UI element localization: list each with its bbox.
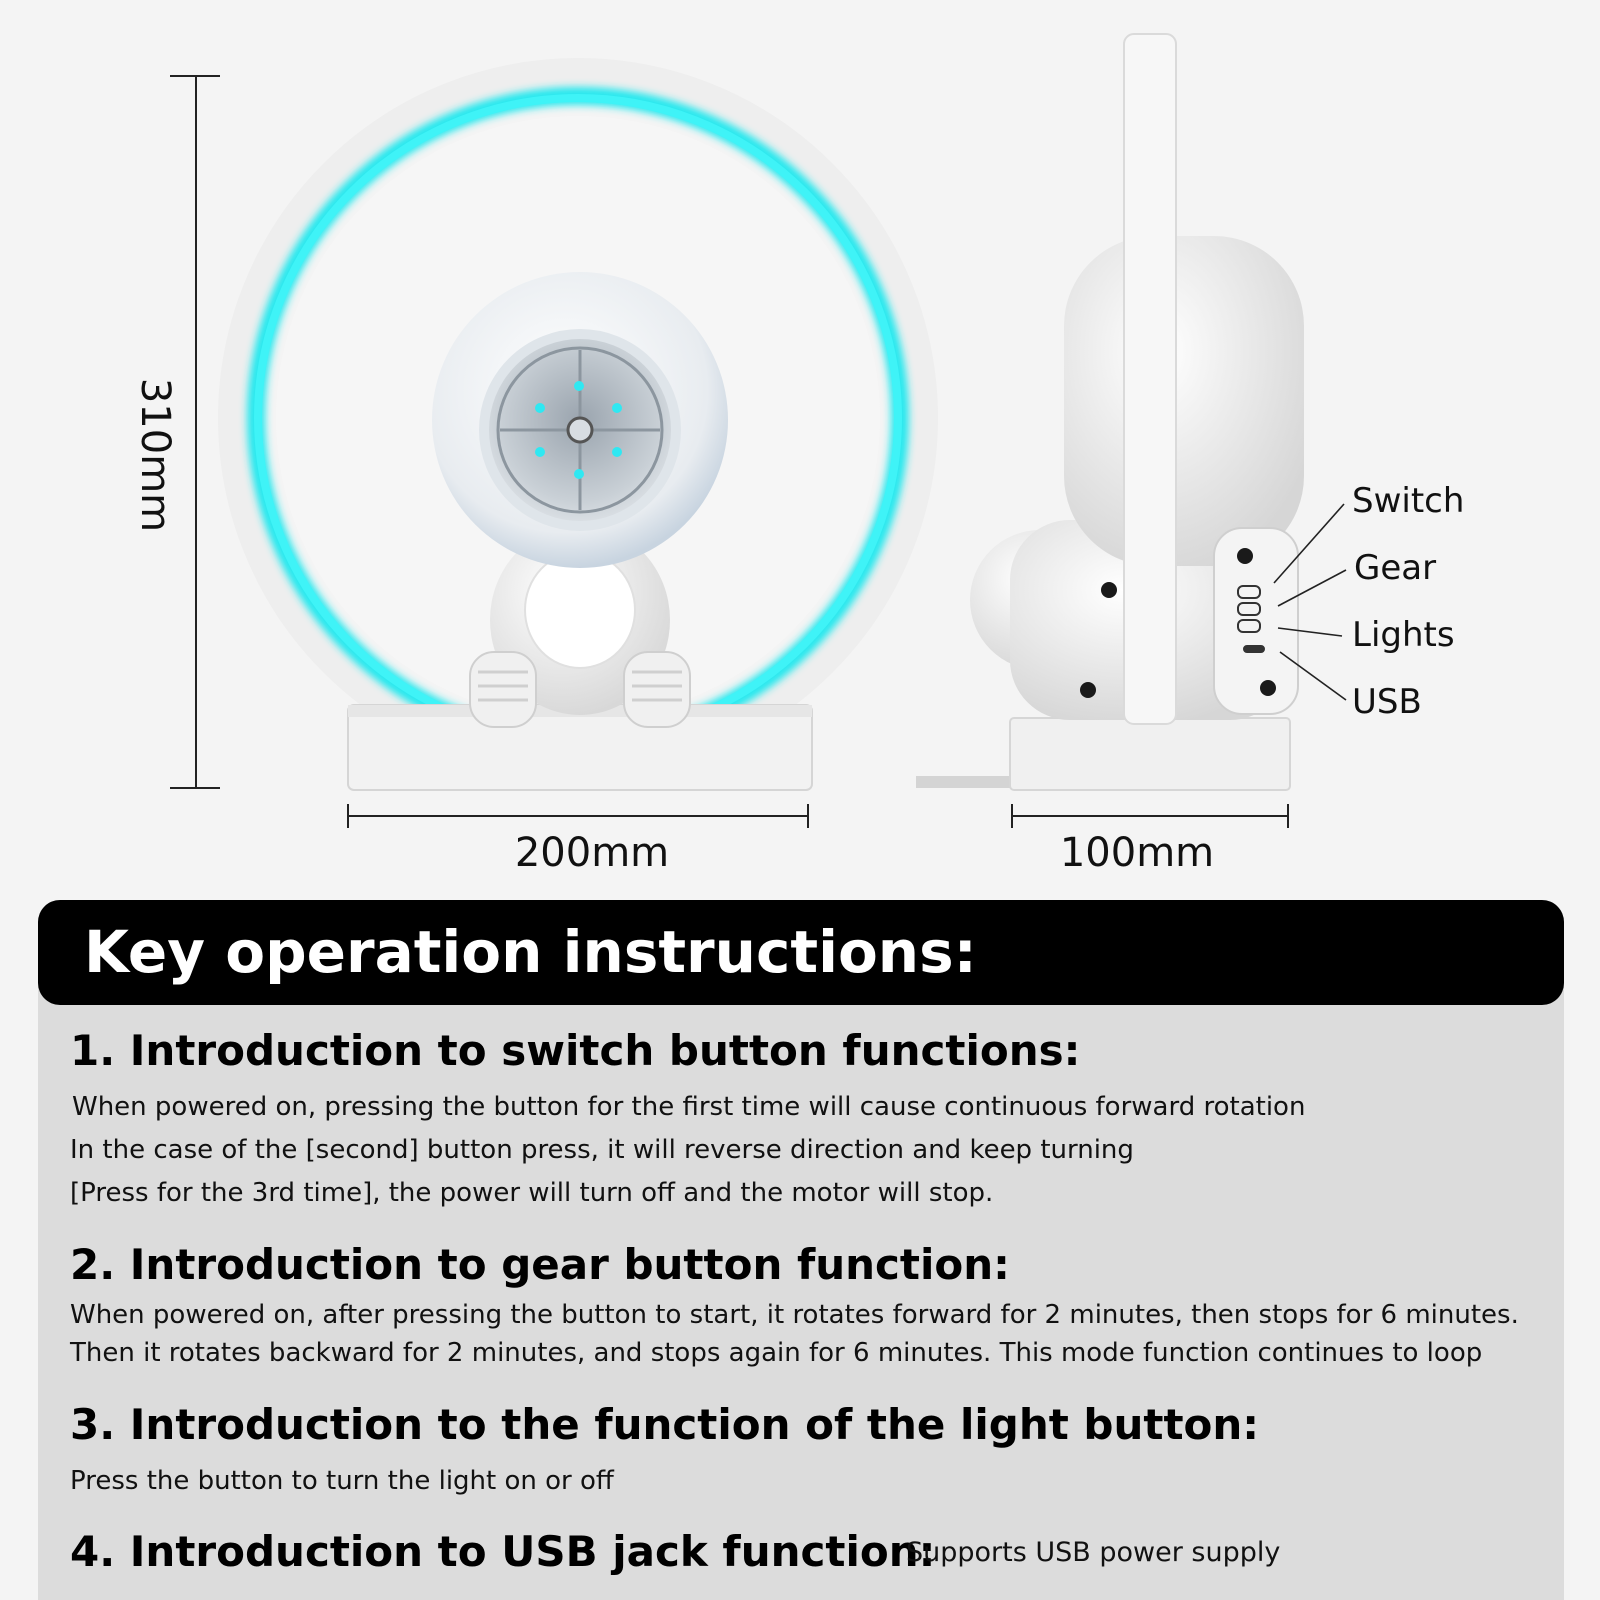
section-1-line-3: [Press for the 3rd time], the power will turn off and the motor will stop. <box>70 1178 994 1208</box>
width-dimension-line <box>348 804 808 828</box>
width-label: 200mm <box>514 830 670 876</box>
side-helmet <box>1064 236 1304 566</box>
instructions-title: Key operation instructions: <box>84 918 977 986</box>
section-4-inline: Supports USB power supply <box>906 1537 1281 1568</box>
front-view <box>240 80 916 790</box>
section-2-heading: 2. Introduction to gear button function: <box>70 1240 1010 1289</box>
depth-label: 100mm <box>1059 830 1215 876</box>
section-1-heading: 1. Introduction to switch button functions: <box>70 1026 1081 1075</box>
section-2-line-2: Then it rotates backward for 2 minutes, and stops again for 6 minutes. This mode function continues to loop <box>70 1338 1483 1368</box>
callout-lights: Lights <box>1352 615 1455 655</box>
section-2-line-1: When powered on, after pressing the button to start, it rotates forward for 2 minutes, then stops for 6 minutes. <box>70 1300 1519 1330</box>
section-1-line-2: In the case of the [second] button press, it will reverse direction and keep turning <box>70 1135 1134 1165</box>
callout-switch: Switch <box>1352 481 1465 521</box>
section-3-line-1: Press the button to turn the light on or off <box>70 1466 614 1496</box>
front-base <box>348 705 812 790</box>
side-base <box>1010 718 1290 790</box>
cable <box>916 776 1012 788</box>
astronaut-ball <box>525 552 635 668</box>
section-1-line-1: When powered on, pressing the button for the first time will cause continuous forward rotation <box>72 1092 1306 1122</box>
callout-usb: USB <box>1352 682 1422 722</box>
callout-gear: Gear <box>1354 548 1437 588</box>
section-4-heading: 4. Introduction to USB jack function: <box>70 1527 936 1576</box>
right-foot <box>624 652 690 727</box>
left-foot <box>470 652 536 727</box>
side-view <box>916 34 1346 790</box>
depth-dimension-line <box>1012 804 1288 828</box>
section-3-heading: 3. Introduction to the function of the light button: <box>70 1400 1260 1449</box>
height-label: 310mm <box>132 377 178 533</box>
fan-hub <box>568 418 592 442</box>
side-ring <box>1124 34 1176 724</box>
